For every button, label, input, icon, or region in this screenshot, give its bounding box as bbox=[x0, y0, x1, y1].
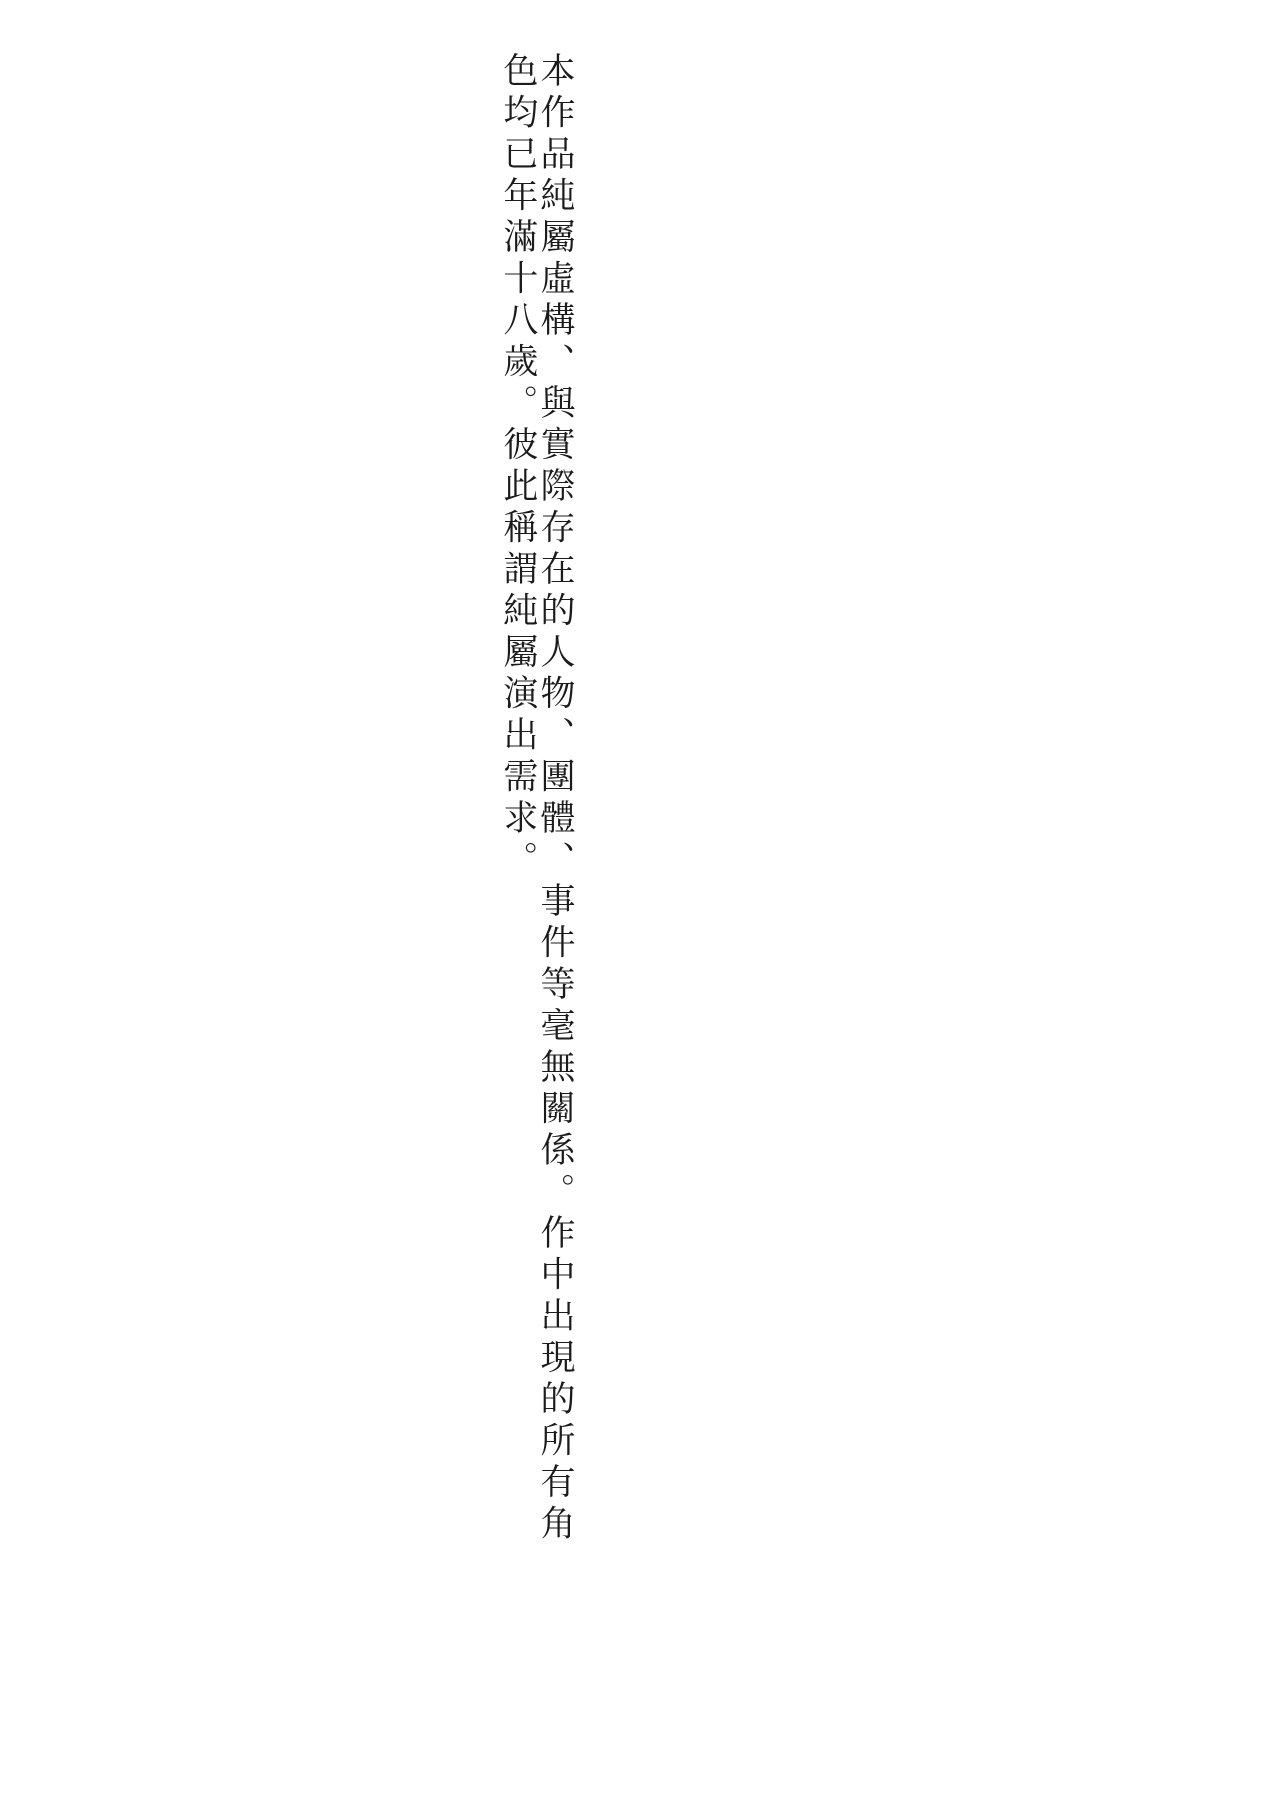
disclaimer-text: 本作品純屬虛構、與實際存在的人物、團體、事件等毫無關係。作中出現的所有角色均已年滿十八歲。彼此稱謂純屬演出需求。 bbox=[497, 52, 575, 1546]
disclaimer-block bbox=[0, 52, 1269, 1572]
